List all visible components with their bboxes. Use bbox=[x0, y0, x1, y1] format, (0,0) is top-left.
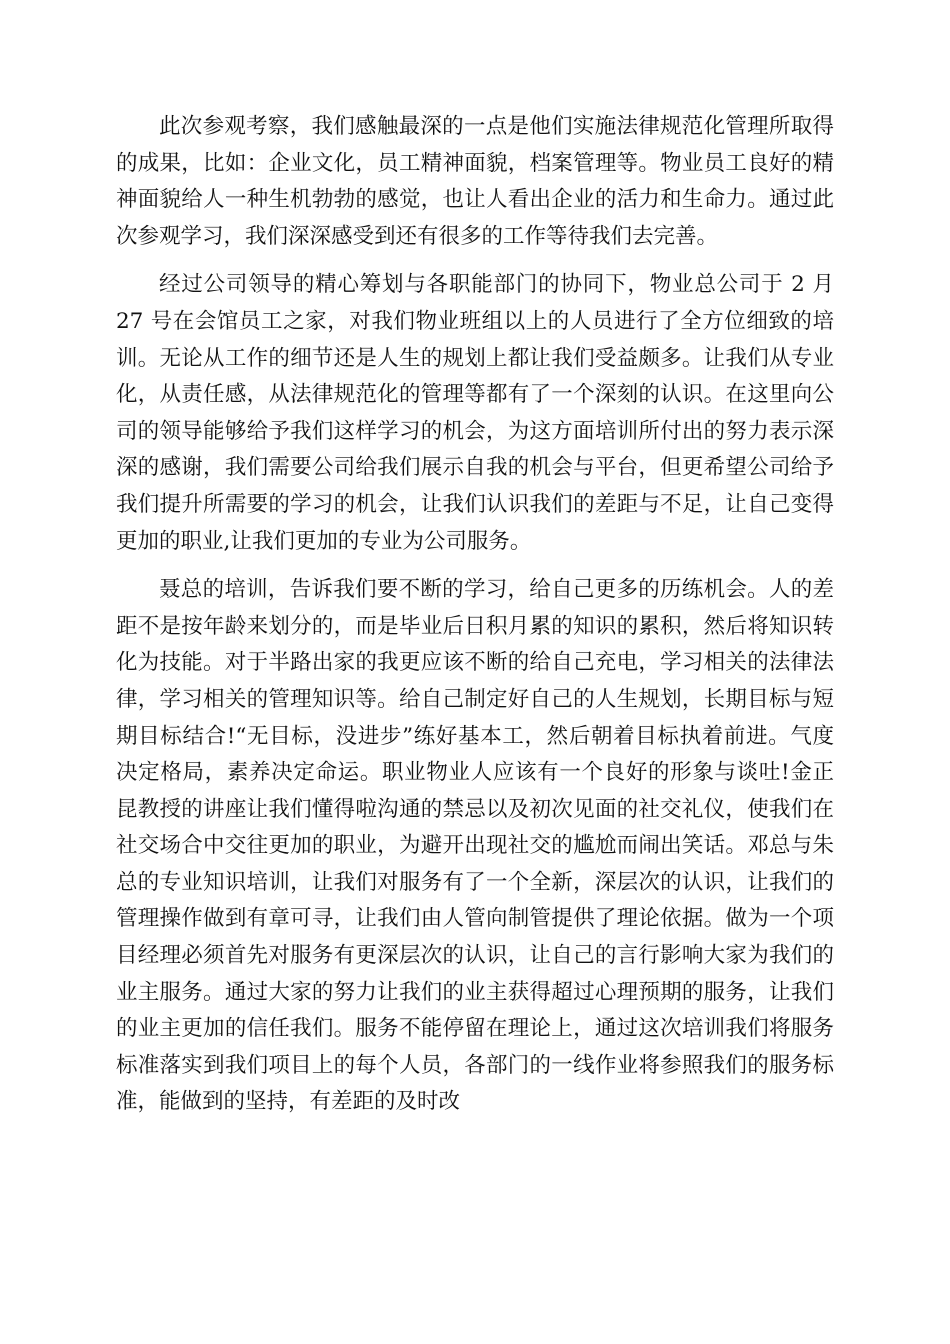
paragraph-2: 经过公司领导的精心筹划与各职能部门的协同下，物业总公司于 2 月 27 号在会馆员工之家，对我们物业班组以上的人员进行了全方位细致的培训。无论从工作的细节还是人生的规划上都让我们受益颇多。让我们从专业化，从责任感，从法律规范化的管理等都有了一个深刻的认识。在这里向公司的领导能够给予我们这样学习的机会，为这方面培训所付出的努力表示深深的感谢，我们需要公司给我们展示自我的机会与平台，但更希望公司给予我们提升所需要的学习的机会，让我们认识我们的差距与不足，让自己变得更加的职业,让我们更加的专业为公司服务。 bbox=[116, 272, 834, 554]
paragraph-1: 此次参观考察，我们感触最深的一点是他们实施法律规范化管理所取得的成果，比如：企业文化，员工精神面貌，档案管理等。物业员工良好的精神面貌给人一种生机勃勃的感觉，也让人看出企业的活力和生命力。通过此次参观学习，我们深深感受到还有很多的工作等待我们去完善。 bbox=[116, 114, 834, 249]
paragraph-3: 聂总的培训，告诉我们要不断的学习，给自己更多的历练机会。人的差距不是按年龄来划分的，而是毕业后日积月累的知识的累积，然后将知识转化为技能。对于半路出家的我更应该不断的给自己充电，学习相关的法律法律，学习相关的管理知识等。给自己制定好自己的人生规划，长期目标与短期目标结合!“无目标，没进步”练好基本工，然后朝着目标执着前进。气度决定格局，素养决定命运。职业物业人应该有一个良好的形象与谈吐!金正昆教授的讲座让我们懂得啦沟通的禁忌以及初次见面的社交礼仪，使我们在社交场合中交往更加的职业，为避开出现社交的尴尬而闹出笑话。邓总与朱总的专业知识培训，让我们对服务有了一个全新，深层次的认识，让我们的管理操作做到有章可寻，让我们由人管向制管提供了理论依据。做为一个项目经理必须首先对服务有更深层次的认识，让自己的言行影响大家为我们的业主服务。通过大家的努力让我们的业主获得超过心理预期的服务，让我们的业主更加的信任我们。服务不能停留在理论上，通过这次培训我们将服务标准落实到我们项目上的每个人员，各部门的一线作业将参照我们的服务标准，能做到的坚持，有差距的及时改 bbox=[116, 577, 834, 1115]
document-body bbox=[116, 109, 834, 1121]
